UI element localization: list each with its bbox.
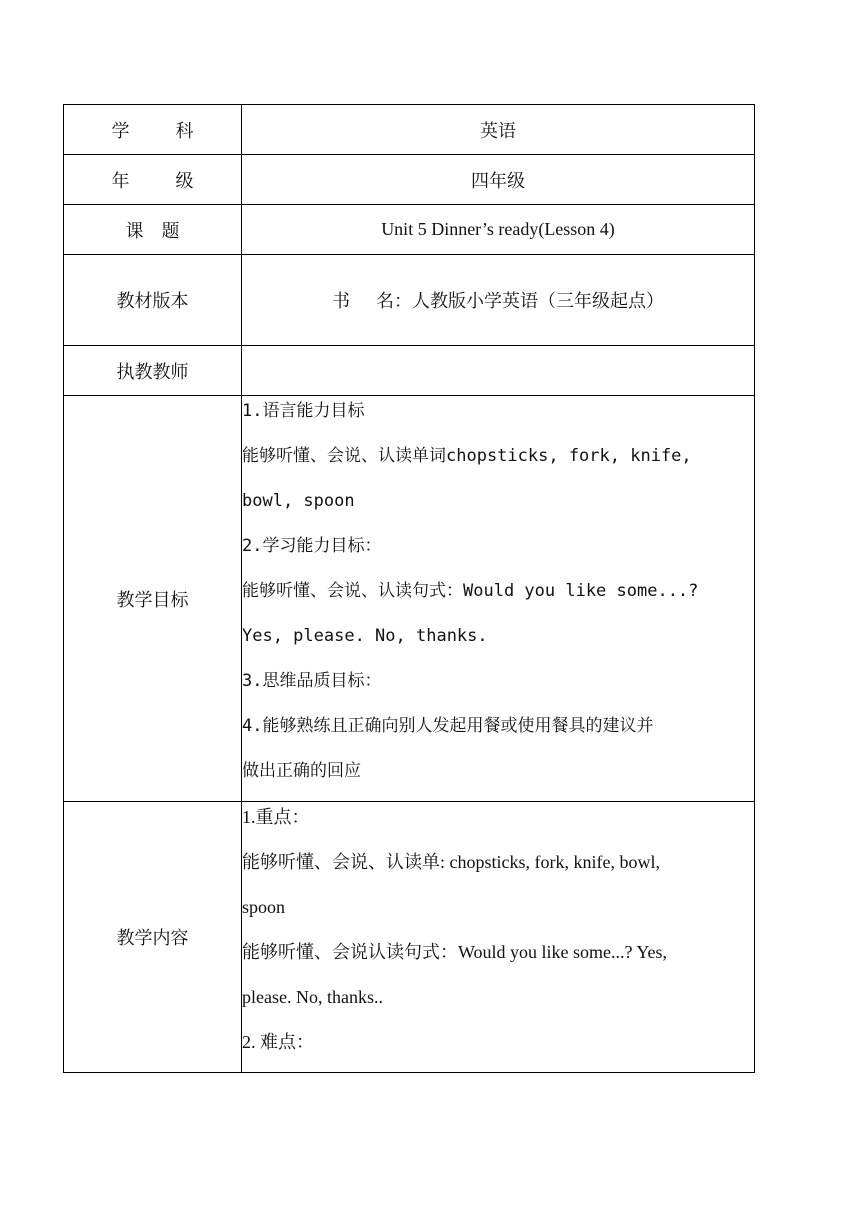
content-line: 2. 难点： [242,1032,314,1052]
content-line: 能够听懂、会说认读句式：Would you like some...? Yes, [242,942,668,962]
teacher-label: 执教教师 [64,346,242,396]
content-line: spoon [242,897,286,917]
objective-line: 能够听懂、会说、认读单词chopsticks, fork, knife, [242,446,692,466]
objective-line: 1.语言能力目标 [242,401,365,421]
content-label: 教学内容 [64,802,242,1073]
topic-label [64,205,242,255]
subject-label-char-2: 科 [175,120,194,142]
objectives-content [242,396,755,802]
objective-line: Yes, please. No, thanks. [242,626,488,646]
teacher-value [242,346,755,396]
objective-line: 做出正确的回应 [242,761,361,781]
grade-label-char-1: 年 [111,170,130,192]
content-line: please. No, thanks.. [242,987,383,1007]
row-grade [64,155,755,205]
row-textbook [64,255,755,346]
objective-line: 能够听懂、会说、认读句式：Would you like some...? [242,581,699,601]
grade-label [64,155,242,205]
objectives-label: 教学目标 [64,396,242,802]
subject-label [64,105,242,155]
row-objectives [64,396,755,802]
objective-line: 2.学习能力目标： [242,536,382,556]
topic-value: Unit 5 Dinner’s ready(Lesson 4) [242,205,755,255]
objective-line: 4.能够熟练且正确向别人发起用餐或使用餐具的建议并 [242,716,654,736]
book-label-char-1: 书 [332,291,350,312]
row-subject [64,105,755,155]
topic-label-char-1: 课 [125,220,144,242]
textbook-label: 教材版本 [64,255,242,346]
topic-label-char-2: 题 [161,220,180,242]
content-body [242,802,755,1073]
row-teacher [64,346,755,396]
objective-line: bowl, spoon [242,491,355,511]
grade-label-char-2: 级 [175,170,194,192]
objective-line: 3.思维品质目标： [242,671,382,691]
lesson-plan-table [63,104,755,1073]
book-label-char-2: 名： [376,291,412,312]
textbook-value [242,255,755,346]
book-title: 人教版小学英语（三年级起点） [412,291,664,312]
row-content [64,802,755,1073]
subject-label-char-1: 学 [111,120,130,142]
content-line: 能够听懂、会说、认读单: chopsticks, fork, knife, bowl, [242,852,660,872]
grade-value: 四年级 [242,155,755,205]
content-line: 1.重点： [242,807,310,827]
subject-value: 英语 [242,105,755,155]
row-topic [64,205,755,255]
